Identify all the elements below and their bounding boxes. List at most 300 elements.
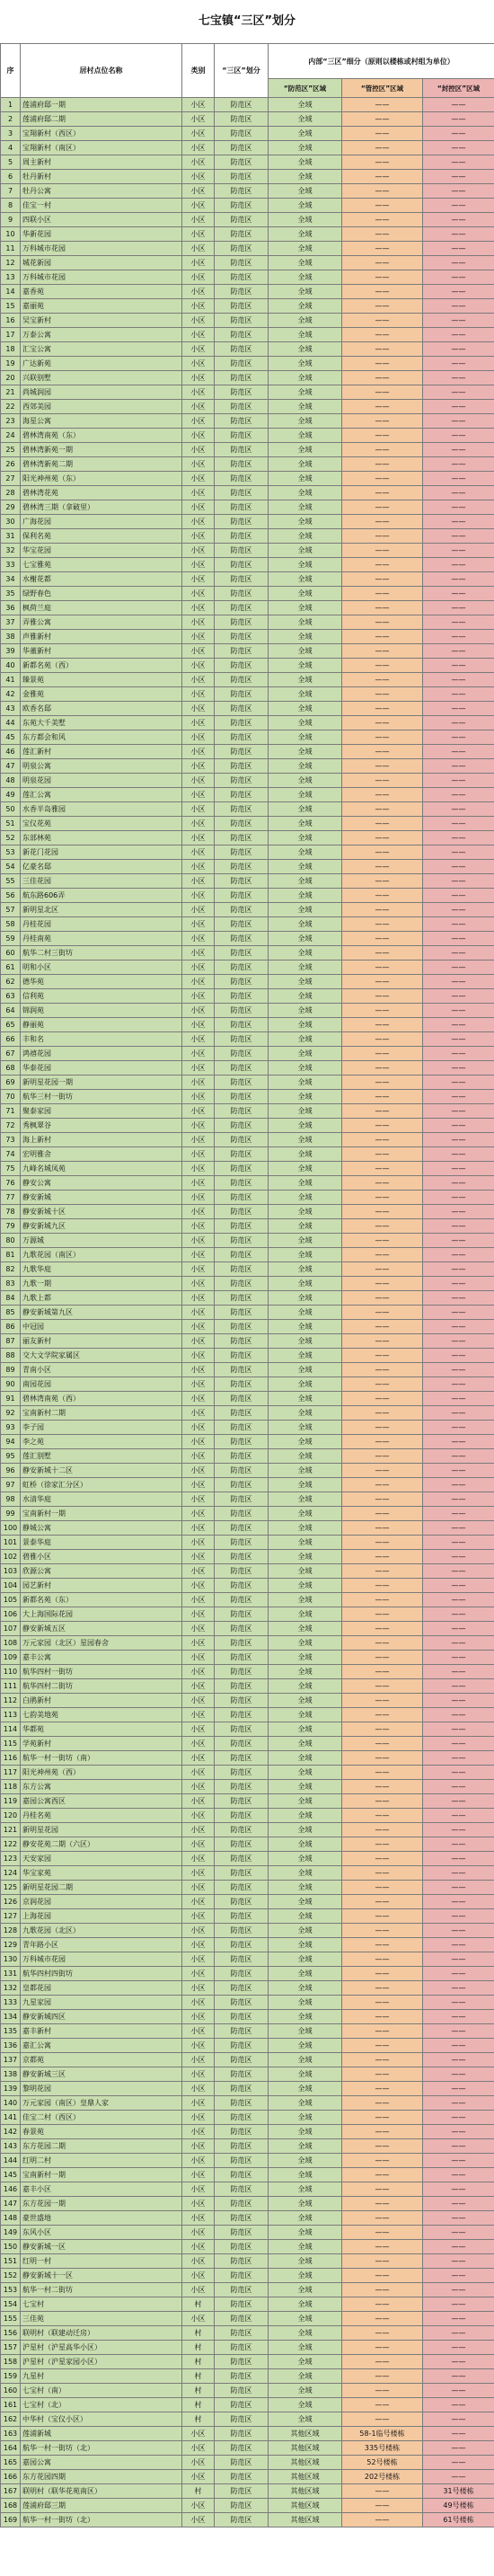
cell-seq: 64 [1, 1004, 21, 1018]
cell-seq: 154 [1, 2297, 21, 2312]
cell-category: 小区 [182, 1651, 215, 1665]
table-row [1, 2441, 494, 2456]
cell-seq: 62 [1, 975, 21, 989]
table-row [1, 831, 494, 845]
cell-fangfan: 全域 [269, 1780, 342, 1794]
cell-seq: 83 [1, 1277, 21, 1291]
cell-fangfan: 全域 [269, 112, 342, 127]
cell-fangfan: 全域 [269, 141, 342, 155]
cell-category: 小区 [182, 1550, 215, 1564]
cell-zone: 防范区 [215, 2283, 269, 2297]
cell-name: 九歌上都 [21, 1291, 182, 1306]
cell-category: 小区 [182, 558, 215, 572]
cell-seq: 93 [1, 1421, 21, 1435]
cell-zone: 防范区 [215, 1291, 269, 1306]
cell-fangfan: 全域 [269, 802, 342, 817]
cell-guankong: —— [342, 2499, 423, 2513]
cell-name: 航华四村二街坊 [21, 1679, 182, 1694]
cell-guankong: —— [342, 1636, 423, 1651]
cell-zone: 防范区 [215, 1694, 269, 1708]
cell-seq: 106 [1, 1607, 21, 1622]
cell-seq: 77 [1, 1191, 21, 1205]
cell-seq: 159 [1, 2369, 21, 2384]
cell-seq: 58 [1, 917, 21, 932]
cell-name: 九峰名城凤苑 [21, 1162, 182, 1176]
table-row [1, 1579, 494, 1593]
cell-fengkong: —— [423, 1952, 494, 1967]
cell-seq: 127 [1, 1909, 21, 1924]
cell-fangfan: 全域 [269, 759, 342, 774]
cell-fengkong: —— [423, 1478, 494, 1492]
cell-seq: 115 [1, 1737, 21, 1751]
cell-seq: 14 [1, 285, 21, 299]
cell-zone: 防范区 [215, 2226, 269, 2240]
cell-fengkong: —— [423, 1004, 494, 1018]
cell-guankong: —— [342, 644, 423, 659]
cell-name: 碧林湾三期（拿破里） [21, 500, 182, 515]
table-row [1, 630, 494, 644]
cell-category: 小区 [182, 486, 215, 500]
cell-fengkong: —— [423, 544, 494, 558]
cell-zone: 防范区 [215, 472, 269, 486]
cell-category: 小区 [182, 946, 215, 960]
cell-category: 小区 [182, 788, 215, 802]
table-row [1, 860, 494, 874]
cell-zone: 防范区 [215, 774, 269, 788]
cell-fengkong: —— [423, 2182, 494, 2197]
table-row [1, 1952, 494, 1967]
cell-category: 小区 [182, 1622, 215, 1636]
table-row [1, 1564, 494, 1579]
cell-guankong: —— [342, 486, 423, 500]
cell-zone: 防范区 [215, 572, 269, 587]
table-row [1, 1780, 494, 1794]
cell-fengkong: —— [423, 1823, 494, 1837]
cell-seq: 142 [1, 2125, 21, 2139]
cell-seq: 11 [1, 242, 21, 256]
table-row [1, 1866, 494, 1881]
cell-guankong: —— [342, 730, 423, 745]
cell-seq: 104 [1, 1579, 21, 1593]
table-row [1, 2369, 494, 2384]
cell-category: 小区 [182, 975, 215, 989]
cell-name: 静安新城五区 [21, 1622, 182, 1636]
cell-category: 小区 [182, 98, 215, 112]
cell-fengkong: —— [423, 98, 494, 112]
cell-zone: 防范区 [215, 1751, 269, 1766]
cell-seq: 157 [1, 2341, 21, 2355]
cell-fangfan: 全域 [269, 2139, 342, 2154]
cell-name: 海上新村 [21, 1133, 182, 1147]
cell-name: 九歌华庭 [21, 1262, 182, 1277]
cell-guankong: —— [342, 1881, 423, 1895]
cell-fangfan: 全域 [269, 1018, 342, 1032]
cell-name: 豪世盛地 [21, 2211, 182, 2226]
table-row [1, 1651, 494, 1665]
cell-fangfan: 全域 [269, 2355, 342, 2369]
table-row [1, 2341, 494, 2355]
cell-fengkong: —— [423, 572, 494, 587]
cell-guankong: —— [342, 1837, 423, 1852]
cell-category: 小区 [182, 500, 215, 515]
cell-category: 小区 [182, 889, 215, 903]
cell-seq: 46 [1, 745, 21, 759]
cell-guankong: —— [342, 2398, 423, 2412]
table-row [1, 1363, 494, 1377]
header-zone: “三区”划分 [215, 44, 269, 98]
cell-guankong: —— [342, 2355, 423, 2369]
cell-fengkong: —— [423, 2312, 494, 2326]
table-row [1, 558, 494, 572]
cell-seq: 121 [1, 1823, 21, 1837]
cell-fengkong: —— [423, 903, 494, 917]
cell-name: 东方花园一期 [21, 2197, 182, 2211]
cell-fengkong: —— [423, 860, 494, 874]
cell-fangfan: 全域 [269, 1349, 342, 1363]
cell-fangfan: 全域 [269, 1794, 342, 1809]
cell-name: 明泉公寓 [21, 759, 182, 774]
cell-name: 绿野春色 [21, 587, 182, 601]
cell-fangfan: 全域 [269, 1277, 342, 1291]
cell-seq: 63 [1, 989, 21, 1004]
cell-name: 秀枫翠谷 [21, 1119, 182, 1133]
cell-fangfan: 其他区域 [269, 2513, 342, 2527]
cell-seq: 56 [1, 889, 21, 903]
cell-fangfan: 全域 [269, 1435, 342, 1449]
cell-seq: 145 [1, 2168, 21, 2182]
cell-zone: 防范区 [215, 342, 269, 357]
cell-guankong: —— [342, 2484, 423, 2499]
cell-guankong: —— [342, 960, 423, 975]
cell-category: 小区 [182, 1191, 215, 1205]
table-row [1, 774, 494, 788]
cell-guankong: —— [342, 917, 423, 932]
cell-fengkong: 49号楼栋 [423, 2499, 494, 2513]
cell-fengkong: —— [423, 1579, 494, 1593]
cell-category: 小区 [182, 155, 215, 170]
cell-fengkong: —— [423, 414, 494, 429]
table-row [1, 1047, 494, 1061]
cell-fengkong: —— [423, 2369, 494, 2384]
cell-guankong: —— [342, 199, 423, 213]
cell-name: 碧林湾花苑 [21, 486, 182, 500]
table-row [1, 141, 494, 155]
cell-guankong: —— [342, 385, 423, 400]
cell-fangfan: 全域 [269, 1162, 342, 1176]
cell-name: 佳宝二村（西区） [21, 2111, 182, 2125]
cell-guankong: —— [342, 2096, 423, 2111]
cell-name: 宝南新村二期 [21, 1406, 182, 1421]
cell-name: 德华苑 [21, 975, 182, 989]
cell-fengkong: —— [423, 1377, 494, 1392]
table-row [1, 572, 494, 587]
cell-zone: 防范区 [215, 155, 269, 170]
cell-guankong: —— [342, 299, 423, 314]
cell-name: 华董新村 [21, 644, 182, 659]
cell-fengkong: —— [423, 1967, 494, 1981]
cell-guankong: —— [342, 2226, 423, 2240]
table-row [1, 2168, 494, 2182]
cell-guankong: —— [342, 1564, 423, 1579]
cell-fengkong: —— [423, 2024, 494, 2039]
table-row [1, 2197, 494, 2211]
cell-name: 三佳花园 [21, 874, 182, 889]
cell-zone: 防范区 [215, 1363, 269, 1377]
cell-fengkong: —— [423, 1018, 494, 1032]
cell-fengkong: —— [423, 1766, 494, 1780]
cell-guankong: —— [342, 184, 423, 199]
cell-fangfan: 全域 [269, 1147, 342, 1162]
cell-name: 红明二村 [21, 2154, 182, 2168]
cell-guankong: —— [342, 1852, 423, 1866]
cell-seq: 99 [1, 1507, 21, 1521]
cell-zone: 防范区 [215, 2341, 269, 2355]
cell-category: 小区 [182, 615, 215, 630]
cell-name: 中冠园 [21, 1320, 182, 1334]
cell-seq: 119 [1, 1794, 21, 1809]
cell-category: 小区 [182, 342, 215, 357]
table-row [1, 1262, 494, 1277]
cell-zone: 防范区 [215, 2355, 269, 2369]
cell-guankong: —— [342, 874, 423, 889]
cell-category: 小区 [182, 2024, 215, 2039]
cell-fengkong: —— [423, 1809, 494, 1823]
cell-fengkong: —— [423, 2398, 494, 2412]
cell-name: 万科城市花园 [21, 242, 182, 256]
table-row [1, 127, 494, 141]
cell-guankong: —— [342, 500, 423, 515]
table-row [1, 644, 494, 659]
cell-guankong: —— [342, 1722, 423, 1737]
cell-seq: 13 [1, 270, 21, 285]
table-row [1, 759, 494, 774]
cell-category: 小区 [182, 1277, 215, 1291]
cell-fangfan: 全域 [269, 1061, 342, 1076]
cell-zone: 防范区 [215, 1737, 269, 1751]
cell-seq: 156 [1, 2326, 21, 2341]
cell-guankong: —— [342, 1809, 423, 1823]
cell-zone: 防范区 [215, 659, 269, 673]
cell-category: 小区 [182, 1967, 215, 1981]
cell-seq: 105 [1, 1593, 21, 1607]
cell-name: 静安新城第九区 [21, 1306, 182, 1320]
header-sub-guankong: “管控区”区域 [342, 79, 423, 98]
table-row [1, 1636, 494, 1651]
cell-fangfan: 全域 [269, 155, 342, 170]
cell-category: 小区 [182, 357, 215, 371]
cell-seq: 10 [1, 227, 21, 242]
cell-fangfan: 全域 [269, 1981, 342, 1996]
cell-guankong: —— [342, 1464, 423, 1478]
cell-category: 小区 [182, 1694, 215, 1708]
cell-category: 小区 [182, 1579, 215, 1593]
cell-category: 小区 [182, 1737, 215, 1751]
table-row [1, 1938, 494, 1952]
cell-zone: 防范区 [215, 1938, 269, 1952]
cell-zone: 防范区 [215, 400, 269, 414]
cell-fengkong: —— [423, 960, 494, 975]
cell-seq: 164 [1, 2441, 21, 2456]
cell-zone: 防范区 [215, 414, 269, 429]
cell-guankong: —— [342, 1967, 423, 1981]
cell-category: 小区 [182, 429, 215, 443]
table-row [1, 170, 494, 184]
cell-seq: 68 [1, 1061, 21, 1076]
cell-fangfan: 全域 [269, 1248, 342, 1262]
cell-zone: 防范区 [215, 1119, 269, 1133]
cell-fangfan: 全域 [269, 1234, 342, 1248]
cell-fangfan: 全域 [269, 2010, 342, 2024]
cell-guankong: —— [342, 630, 423, 644]
table-row [1, 299, 494, 314]
cell-category: 村 [182, 2484, 215, 2499]
cell-name: 静安公寓 [21, 1176, 182, 1191]
cell-name: 宝翔新村（西区） [21, 127, 182, 141]
cell-fangfan: 全域 [269, 1478, 342, 1492]
cell-seq: 80 [1, 1234, 21, 1248]
cell-category: 小区 [182, 2139, 215, 2154]
cell-name: 静丽苑 [21, 1018, 182, 1032]
table-row [1, 802, 494, 817]
cell-seq: 162 [1, 2412, 21, 2427]
cell-name: 东部林苑 [21, 831, 182, 845]
cell-guankong: —— [342, 2211, 423, 2226]
table-row [1, 1449, 494, 1464]
cell-zone: 防范区 [215, 227, 269, 242]
cell-category: 小区 [182, 1162, 215, 1176]
cell-category: 小区 [182, 874, 215, 889]
cell-fengkong: —— [423, 630, 494, 644]
table-row [1, 2499, 494, 2513]
cell-fengkong: —— [423, 1147, 494, 1162]
cell-category: 小区 [182, 1924, 215, 1938]
cell-name: 弄雅公寓 [21, 615, 182, 630]
cell-fangfan: 全域 [269, 1032, 342, 1047]
cell-zone: 防范区 [215, 630, 269, 644]
cell-fengkong: —— [423, 774, 494, 788]
cell-seq: 138 [1, 2067, 21, 2082]
cell-guankong: —— [342, 127, 423, 141]
cell-guankong: —— [342, 1147, 423, 1162]
cell-zone: 防范区 [215, 2499, 269, 2513]
cell-fengkong: —— [423, 242, 494, 256]
table-row [1, 1794, 494, 1809]
cell-category: 小区 [182, 2211, 215, 2226]
table-row [1, 1823, 494, 1837]
cell-fangfan: 全域 [269, 184, 342, 199]
cell-fangfan: 全域 [269, 1449, 342, 1464]
cell-category: 村 [182, 2326, 215, 2341]
cell-fengkong: —— [423, 1464, 494, 1478]
cell-name: 静安新城一区 [21, 2240, 182, 2254]
cell-zone: 防范区 [215, 1478, 269, 1492]
cell-name: 静安花苑二期（六区） [21, 1837, 182, 1852]
cell-seq: 51 [1, 817, 21, 831]
table-row [1, 615, 494, 630]
cell-seq: 48 [1, 774, 21, 788]
cell-name: 锦润苑 [21, 1004, 182, 1018]
cell-fangfan: 其他区域 [269, 2456, 342, 2470]
cell-fangfan: 全域 [269, 1536, 342, 1550]
cell-category: 小区 [182, 2470, 215, 2484]
cell-zone: 防范区 [215, 2384, 269, 2398]
cell-name: 静安新城 [21, 1191, 182, 1205]
cell-category: 小区 [182, 673, 215, 687]
cell-fengkong: —— [423, 371, 494, 385]
cell-seq: 81 [1, 1248, 21, 1262]
cell-seq: 84 [1, 1291, 21, 1306]
cell-fangfan: 全域 [269, 385, 342, 400]
cell-seq: 29 [1, 500, 21, 515]
cell-name: 碧林湾南苑（东） [21, 429, 182, 443]
cell-zone: 防范区 [215, 2412, 269, 2427]
cell-name: 沪星村（沪星高华小区） [21, 2341, 182, 2355]
table-row [1, 1722, 494, 1737]
cell-fengkong: —— [423, 443, 494, 457]
cell-fangfan: 其他区域 [269, 2484, 342, 2499]
cell-fengkong: —— [423, 400, 494, 414]
cell-zone: 防范区 [215, 299, 269, 314]
cell-name: 吴宝新村 [21, 314, 182, 328]
cell-zone: 防范区 [215, 2154, 269, 2168]
table-row [1, 1607, 494, 1622]
cell-seq: 26 [1, 457, 21, 472]
table-row [1, 1895, 494, 1909]
header-sub-fangfan: “防范区”区域 [269, 79, 342, 98]
cell-fengkong: —— [423, 1392, 494, 1406]
cell-fangfan: 全域 [269, 1363, 342, 1377]
cell-fengkong: —— [423, 2254, 494, 2269]
cell-name: 联明村（联华花苑南区） [21, 2484, 182, 2499]
cell-name: 九星村 [21, 2369, 182, 2384]
cell-fangfan: 全域 [269, 2269, 342, 2283]
cell-fengkong: —— [423, 1679, 494, 1694]
cell-zone: 防范区 [215, 141, 269, 155]
cell-fengkong: —— [423, 2197, 494, 2211]
cell-zone: 防范区 [215, 1018, 269, 1032]
cell-seq: 161 [1, 2398, 21, 2412]
cell-name: 万泰公寓 [21, 328, 182, 342]
cell-guankong: —— [342, 1766, 423, 1780]
cell-zone: 防范区 [215, 2039, 269, 2053]
table-row [1, 1924, 494, 1938]
cell-seq: 135 [1, 2024, 21, 2039]
cell-guankong: 335号楼栋 [342, 2441, 423, 2456]
cell-zone: 防范区 [215, 357, 269, 371]
cell-seq: 153 [1, 2283, 21, 2297]
cell-name: 莲汇新村 [21, 745, 182, 759]
cell-guankong: —— [342, 2197, 423, 2211]
cell-fengkong: —— [423, 1306, 494, 1320]
cell-fangfan: 全域 [269, 1622, 342, 1636]
cell-name: 青年路小区 [21, 1938, 182, 1952]
cell-zone: 防范区 [215, 1277, 269, 1291]
table-row [1, 227, 494, 242]
cell-guankong: —— [342, 342, 423, 357]
cell-guankong: —— [342, 817, 423, 831]
cell-fangfan: 全域 [269, 2240, 342, 2254]
cell-guankong: —— [342, 2384, 423, 2398]
cell-category: 小区 [182, 184, 215, 199]
cell-name: 莲浦府邸二期 [21, 112, 182, 127]
cell-category: 小区 [182, 414, 215, 429]
cell-fengkong: —— [423, 199, 494, 213]
cell-guankong: 58-1临号楼栋 [342, 2427, 423, 2441]
cell-category: 小区 [182, 1766, 215, 1780]
cell-name: 大上海国际花园 [21, 1607, 182, 1622]
cell-fengkong: —— [423, 2384, 494, 2398]
cell-fangfan: 全域 [269, 1708, 342, 1722]
